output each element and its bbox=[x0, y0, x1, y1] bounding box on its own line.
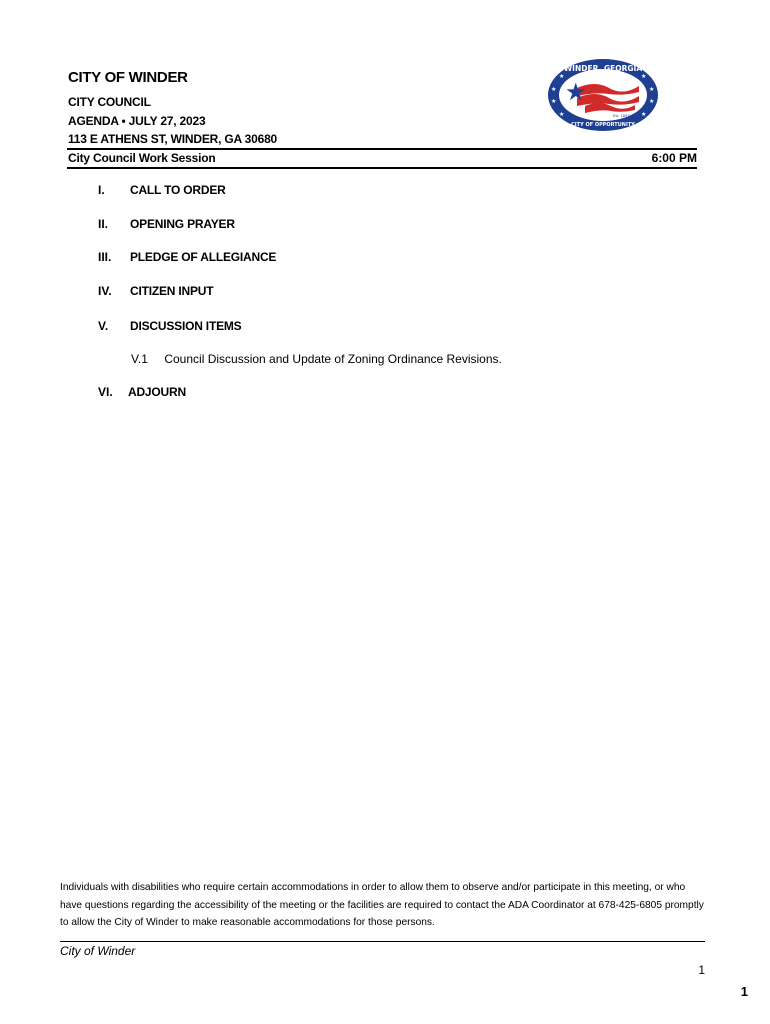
footer-city: City of Winder bbox=[60, 944, 136, 958]
agenda-item-opening-prayer: OPENING PRAYER bbox=[130, 217, 235, 231]
address: 113 E ATHENS ST, WINDER, GA 30680 bbox=[68, 132, 278, 146]
agenda-date: AGENDA • JULY 27, 2023 bbox=[68, 114, 206, 128]
ada-notice: Individuals with disabilities who require certain accommodations in order to allow them to observe and/or participate in this meeting, or who have questions regarding the accessibility of the meeting or the facilities are required to contact the ADA Coordinator at 678-425-6805 promptly to allow the City of Winder to make reasonable accommodations for those persons. bbox=[60, 882, 704, 928]
agenda-item-number: IV. bbox=[98, 284, 112, 298]
svg-text:WINDER, GEORGIA: WINDER, GEORGIA bbox=[563, 64, 643, 73]
agenda-item-number: V. bbox=[98, 319, 109, 333]
footer-rule bbox=[60, 941, 705, 942]
session-name: City Council Work Session bbox=[68, 151, 216, 165]
svg-text:★: ★ bbox=[559, 73, 565, 80]
document-title: CITY OF WINDER bbox=[68, 69, 188, 86]
svg-text:CITY OF OPPORTUNITY: CITY OF OPPORTUNITY bbox=[571, 122, 635, 128]
svg-text:★: ★ bbox=[649, 86, 655, 93]
agenda-subitem bbox=[131, 352, 502, 366]
svg-text:★: ★ bbox=[565, 78, 587, 106]
svg-text:Est. 1893: Est. 1893 bbox=[613, 114, 630, 118]
council-name: CITY COUNCIL bbox=[68, 95, 151, 109]
agenda-item-number: VI. bbox=[98, 385, 113, 399]
agenda-item-discussion-items: DISCUSSION ITEMS bbox=[130, 319, 242, 333]
svg-text:★: ★ bbox=[641, 111, 647, 118]
session-time: 6:00 PM bbox=[651, 151, 697, 165]
agenda-item-call-to-order: CALL TO ORDER bbox=[130, 183, 226, 197]
page-count: 1 bbox=[740, 984, 748, 999]
page-number: 1 bbox=[698, 963, 705, 977]
agenda-item-number: II. bbox=[98, 217, 109, 231]
agenda-item-pledge: PLEDGE OF ALLEGIANCE bbox=[130, 250, 277, 264]
header-bottom-rule bbox=[67, 167, 697, 169]
subitem-text: Council Discussion and Update of Zoning Ordinance Revisions. bbox=[164, 352, 502, 366]
svg-text:★: ★ bbox=[559, 111, 565, 118]
agenda-item-number: III. bbox=[98, 250, 112, 264]
subitem-number: V.1 bbox=[131, 352, 148, 366]
city-seal-logo bbox=[547, 58, 659, 132]
svg-text:★: ★ bbox=[649, 98, 655, 105]
agenda-item-citizen-input: CITIZEN INPUT bbox=[130, 284, 214, 298]
agenda-item-number: I. bbox=[98, 183, 105, 197]
svg-text:★: ★ bbox=[551, 86, 557, 93]
header-top-rule bbox=[67, 148, 697, 150]
svg-text:★: ★ bbox=[551, 98, 557, 105]
agenda-item-adjourn: ADJOURN bbox=[128, 385, 186, 399]
svg-text:★: ★ bbox=[641, 73, 647, 80]
